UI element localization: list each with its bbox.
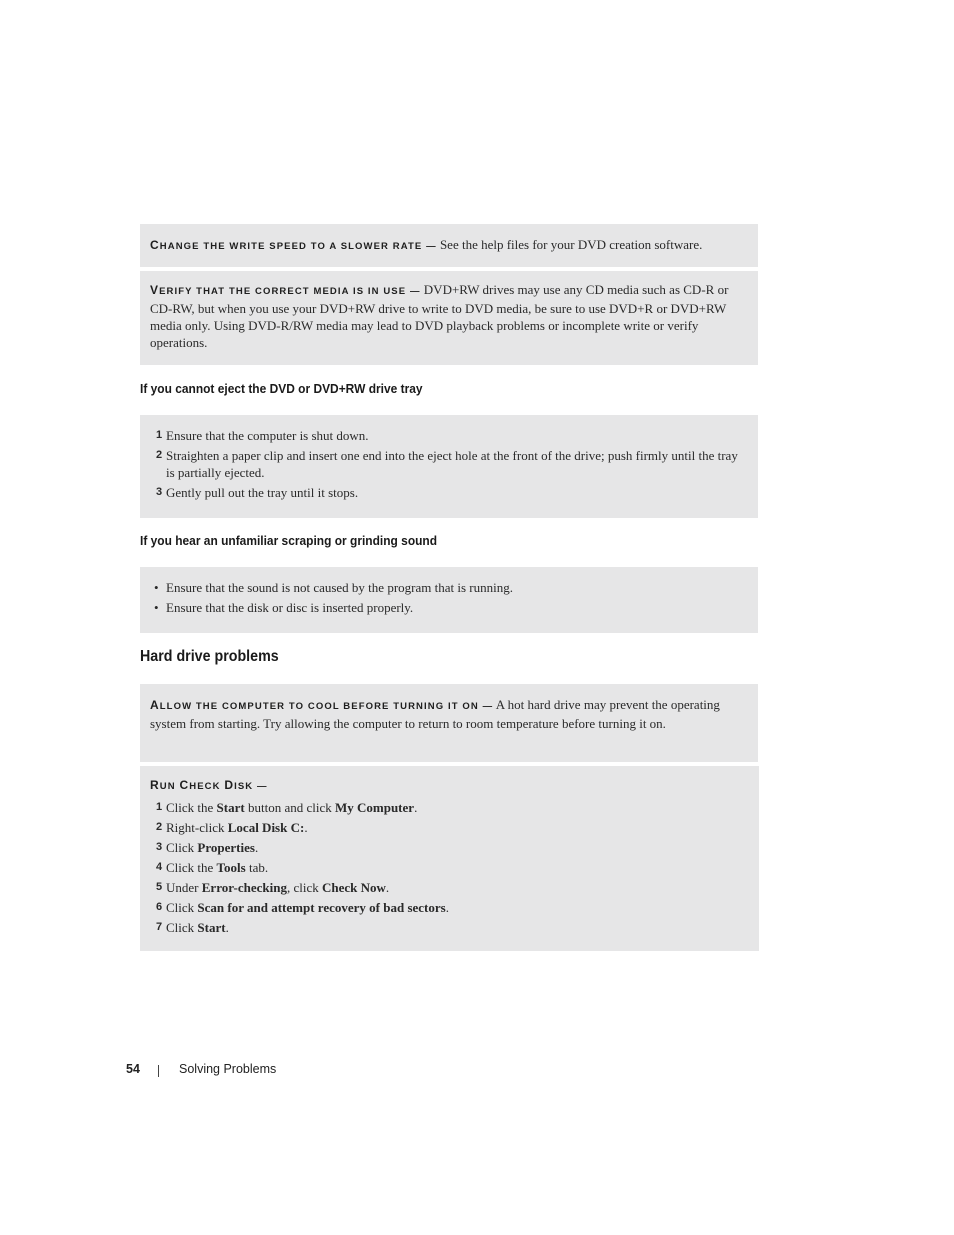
step-text: . (445, 900, 449, 915)
list-item (150, 899, 749, 916)
tip-verify-media-body: DVD+RW drives may use any CD media such as CD-R or CD-RW, but when you use your DVD+RW drive to write to DVD media, be sure to use DVD+R or DVD+RW media only. Using DVD-R/RW media may lead to DVD playback problems or incomplete write or verify operations. (150, 282, 729, 350)
page-number: 54 (126, 1062, 140, 1076)
step-number: 5 (156, 881, 163, 893)
list-item (150, 484, 748, 501)
step-number: 3 (156, 841, 163, 853)
tip-verify-media-heading: VERIFY THAT THE CORRECT MEDIA IS IN USE — (150, 283, 421, 297)
list-item (150, 447, 748, 481)
step-number: 6 (156, 901, 163, 913)
ui-term: Check Now (321, 880, 386, 895)
ui-term: Scan for and attempt recovery of bad sectors (197, 900, 446, 915)
page-footer (126, 1062, 277, 1076)
sound-section-title: If you hear an unfamiliar scraping or grinding sound (140, 533, 438, 548)
ui-term: Start (197, 920, 226, 935)
check-disk-steps-list (150, 799, 749, 936)
ui-term: My Computer (334, 800, 415, 815)
step-number: 4 (156, 861, 163, 873)
step-text: . (414, 800, 418, 815)
step-text: Gently pull out the tray until it stops. (166, 485, 359, 500)
footer-divider (158, 1065, 159, 1077)
eject-steps-box (140, 415, 758, 518)
tip-cool-box (140, 684, 758, 762)
tip-verify-media-box (140, 271, 758, 365)
bullet-text: Ensure that the disk or disc is inserted properly. (166, 600, 414, 615)
step-text: , click (286, 880, 322, 895)
list-item (150, 839, 749, 856)
tip-cool-body: A hot hard drive may prevent the operating system from starting. Try allowing the computer to return to room temperature before turning it on. (150, 697, 720, 731)
ui-term: Error-checking (201, 880, 287, 895)
step-text: Click (166, 920, 198, 935)
bullet-glyph: • (154, 580, 159, 595)
list-item (150, 819, 749, 836)
step-number: 1 (156, 429, 163, 441)
sound-bullets-list (150, 579, 748, 616)
list-item (150, 799, 749, 816)
tip-cool-heading: ALLOW THE COMPUTER TO COOL BEFORE TURNING IT ON — (150, 698, 494, 712)
step-text: Straighten a paper clip and insert one end into the eject hole at the front of the drive; push firmly until the tray is partially ejected. (166, 448, 738, 480)
bullet-text: Ensure that the sound is not caused by the program that is running. (166, 580, 513, 595)
check-disk-box (140, 766, 759, 951)
tip-write-speed-heading: CHANGE THE WRITE SPEED TO A SLOWER RATE — (150, 238, 437, 252)
step-text: Click the (166, 860, 217, 875)
footer-section-name: Solving Problems (179, 1062, 277, 1076)
ui-term: Tools (216, 860, 246, 875)
list-item (150, 599, 748, 616)
ui-term: Properties (197, 840, 255, 855)
tip-write-speed-body: See the help files for your DVD creation software. (439, 237, 703, 252)
sound-bullets-box (140, 567, 758, 633)
list-item (150, 427, 748, 444)
step-number: 2 (156, 821, 163, 833)
step-number: 1 (156, 801, 163, 813)
step-text: Right-click (166, 820, 228, 835)
ui-term: Local Disk C: (227, 820, 305, 835)
eject-section-title: If you cannot eject the DVD or DVD+RW drive tray (140, 381, 423, 396)
list-item (150, 859, 749, 876)
step-number: 7 (156, 921, 163, 933)
step-text: Click the (166, 800, 217, 815)
tip-write-speed-box (140, 224, 758, 267)
step-text: tab. (245, 860, 269, 875)
step-text: Click (166, 900, 198, 915)
step-text: Under (166, 880, 202, 895)
step-text: . (304, 820, 308, 835)
check-disk-heading: RUN CHECK DISK — (150, 778, 268, 792)
step-text: button and click (244, 800, 335, 815)
step-text: . (254, 840, 259, 855)
step-text: Ensure that the computer is shut down. (166, 428, 369, 443)
step-number: 2 (156, 449, 163, 461)
bullet-glyph: • (154, 600, 159, 615)
eject-steps-list (150, 427, 748, 501)
list-item (150, 919, 749, 936)
step-text: . (225, 920, 229, 935)
list-item (150, 579, 748, 596)
hard-drive-section-title: Hard drive problems (140, 648, 279, 665)
ui-term: Start (216, 800, 245, 815)
step-text: . (385, 880, 390, 895)
list-item (150, 879, 749, 896)
step-text: Click (166, 840, 198, 855)
step-number: 3 (156, 486, 163, 498)
